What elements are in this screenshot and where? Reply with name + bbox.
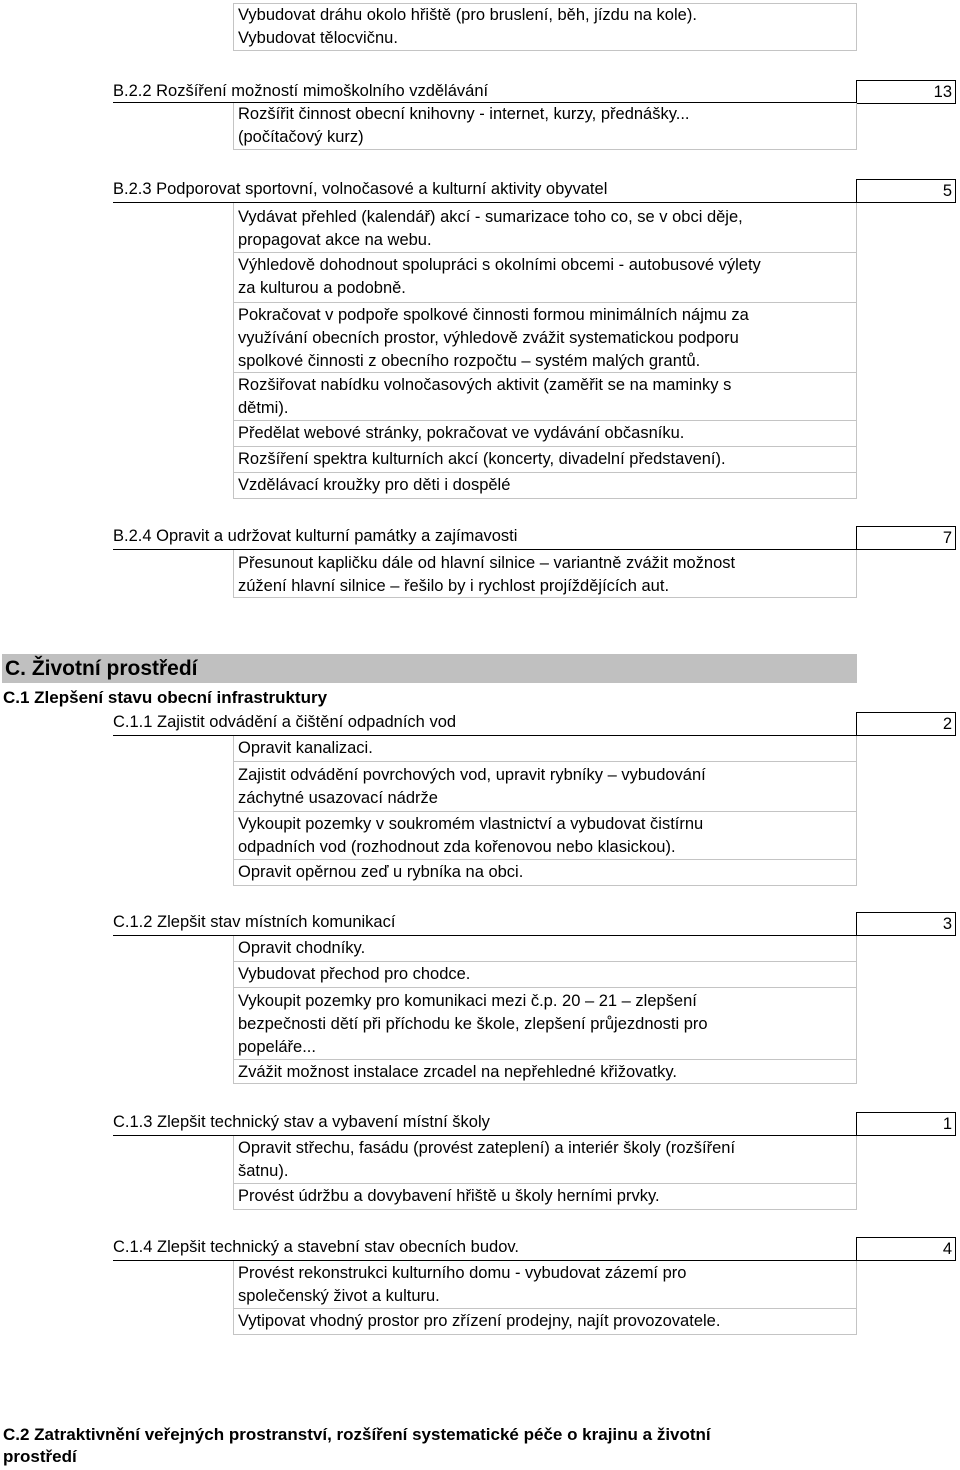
top-block-item-1 xyxy=(233,3,857,51)
item-line: Přesunout kapličku dále od hlavní silnice – variantně zvážit možnost xyxy=(238,554,736,572)
item-line: Provést rekonstrukci kulturního domu - vybudovat zázemí pro xyxy=(238,1264,687,1282)
item-line: Předělat webové stránky, pokračovat ve vydávání občasníku. xyxy=(238,424,685,442)
item-line: Zvážit možnost instalace zrcadel na nepřehledné křižovatky. xyxy=(238,1063,677,1081)
item-line: (počítačový kurz) xyxy=(238,128,364,146)
b24-item-1 xyxy=(233,550,857,598)
c14-rank: 4 xyxy=(856,1237,956,1261)
item-line: Vybudovat přechod pro chodce. xyxy=(238,965,471,983)
c13-item-1 xyxy=(233,1136,857,1184)
c13-rank: 1 xyxy=(856,1112,956,1136)
item-line: Rozšíření spektra kulturních akcí (koncerty, divadelní představení). xyxy=(238,450,726,468)
b24-rank: 7 xyxy=(856,526,956,550)
c11-item-2 xyxy=(233,762,857,812)
b23-item-1 xyxy=(233,203,857,253)
item-line: Vydávat přehled (kalendář) akcí - sumarizace toho co, se v obci děje, xyxy=(238,208,743,226)
b23-title: B.2.3 Podporovat sportovní, volnočasové a kulturní aktivity obyvatel xyxy=(113,180,608,198)
item-line: odpadních vod (rozhodnout zda kořenovou nebo klasickou). xyxy=(238,838,676,856)
item-line: Opravit střechu, fasádu (provést zateplení) a interiér školy (rozšíření xyxy=(238,1139,736,1157)
item-line: Vzdělávací kroužky pro děti i dospělé xyxy=(238,476,511,494)
item-line: propagovat akce na webu. xyxy=(238,231,432,249)
item-line: spolkové činnosti z obecního rozpočtu – systém malých grantů. xyxy=(238,352,701,370)
item-line: Vybudovat dráhu okolo hřiště (pro bruslení, běh, jízdu na kole). xyxy=(238,6,697,24)
item-line: Vytipovat vhodný prostor pro zřízení prodejny, najít provozovatele. xyxy=(238,1312,721,1330)
item-line: záchytné usazovací nádrže xyxy=(238,789,438,807)
b23-item-4 xyxy=(233,373,857,421)
item-line: popeláře... xyxy=(238,1038,316,1056)
item-line: Vykoupit pozemky pro komunikaci mezi č.p. 20 – 21 – zlepšení xyxy=(238,992,697,1010)
c2-heading xyxy=(3,1424,711,1468)
item-line: Rozšířit činnost obecní knihovny - internet, kurzy, přednášky... xyxy=(238,105,690,123)
item-line: společenský život a kulturu. xyxy=(238,1287,440,1305)
item-line: Vykoupit pozemky v soukromém vlastnictví a vybudovat čistírnu xyxy=(238,815,704,833)
item-line: Provést údržbu a dovybavení hřiště u školy herními prvky. xyxy=(238,1187,660,1205)
item-line: Vybudovat tělocvičnu. xyxy=(238,29,398,47)
c2-heading-line: C.2 Zatraktivnění veřejných prostranství, rozšíření systematické péče o krajinu a životní xyxy=(3,1425,711,1444)
c12-title: C.1.2 Zlepšit stav místních komunikací xyxy=(113,913,396,931)
item-line: Opravit chodníky. xyxy=(238,939,366,957)
b23-rank: 5 xyxy=(856,179,956,203)
c11-rank: 2 xyxy=(856,712,956,736)
item-line: Opravit kanalizaci. xyxy=(238,739,373,757)
c11-item-4 xyxy=(233,860,857,886)
b23-item-2 xyxy=(233,253,857,303)
item-line: Pokračovat v podpoře spolkové činnosti formou minimálních nájmu za xyxy=(238,306,749,324)
c14-title: C.1.4 Zlepšit technický a stavební stav obecních budov. xyxy=(113,1238,519,1256)
b23-item-5 xyxy=(233,421,857,447)
c2-heading-line: prostředí xyxy=(3,1447,77,1466)
item-line: zúžení hlavní silnice – řešilo by i rychlost projíždějících aut. xyxy=(238,577,670,595)
item-line: Zajistit odvádění povrchových vod, upravit rybníky – vybudování xyxy=(238,766,706,784)
item-line: Opravit opěrnou zeď u rybníka na obci. xyxy=(238,863,524,881)
c11-title: C.1.1 Zajistit odvádění a čištění odpadních vod xyxy=(113,713,457,731)
item-line: Výhledově dohodnout spolupráci s okolními obcemi - autobusové výlety xyxy=(238,256,761,274)
b24-title: B.2.4 Opravit a udržovat kulturní památky a zajímavosti xyxy=(113,527,518,545)
item-line: šatnu). xyxy=(238,1162,289,1180)
item-line: za kulturou a podobně. xyxy=(238,279,406,297)
b23-item-3 xyxy=(233,303,857,373)
b23-item-6 xyxy=(233,447,857,473)
item-line: Rozšiřovat nabídku volnočasových aktivit (zaměřit se na maminky s xyxy=(238,376,732,394)
c1-heading: C.1 Zlepšení stavu obecní infrastruktury xyxy=(3,688,328,707)
c11-item-3 xyxy=(233,812,857,860)
c14-item-2 xyxy=(233,1309,857,1335)
item-line: bezpečnosti dětí při příchodu ke škole, zlepšení průjezdnosti pro xyxy=(238,1015,708,1033)
section-c-header: C. Životní prostředí xyxy=(2,654,857,683)
b23-item-7 xyxy=(233,473,857,499)
c12-item-3 xyxy=(233,988,857,1060)
c14-item-1 xyxy=(233,1261,857,1309)
b22-title: B.2.2 Rozšíření možností mimoškolního vzdělávání xyxy=(113,82,489,100)
c12-rank: 3 xyxy=(856,912,956,936)
b22-rank: 13 xyxy=(856,80,956,104)
c11-item-1 xyxy=(233,736,857,762)
item-line: dětmi). xyxy=(238,399,289,417)
c12-item-1 xyxy=(233,936,857,962)
c12-item-2 xyxy=(233,962,857,988)
item-line: využívání obecních prostor, výhledově zvážit systematickou podporu xyxy=(238,329,739,347)
c13-title: C.1.3 Zlepšit technický stav a vybavení místní školy xyxy=(113,1113,490,1131)
c13-item-2 xyxy=(233,1184,857,1210)
c12-item-4 xyxy=(233,1060,857,1084)
b22-item-1 xyxy=(233,103,857,150)
